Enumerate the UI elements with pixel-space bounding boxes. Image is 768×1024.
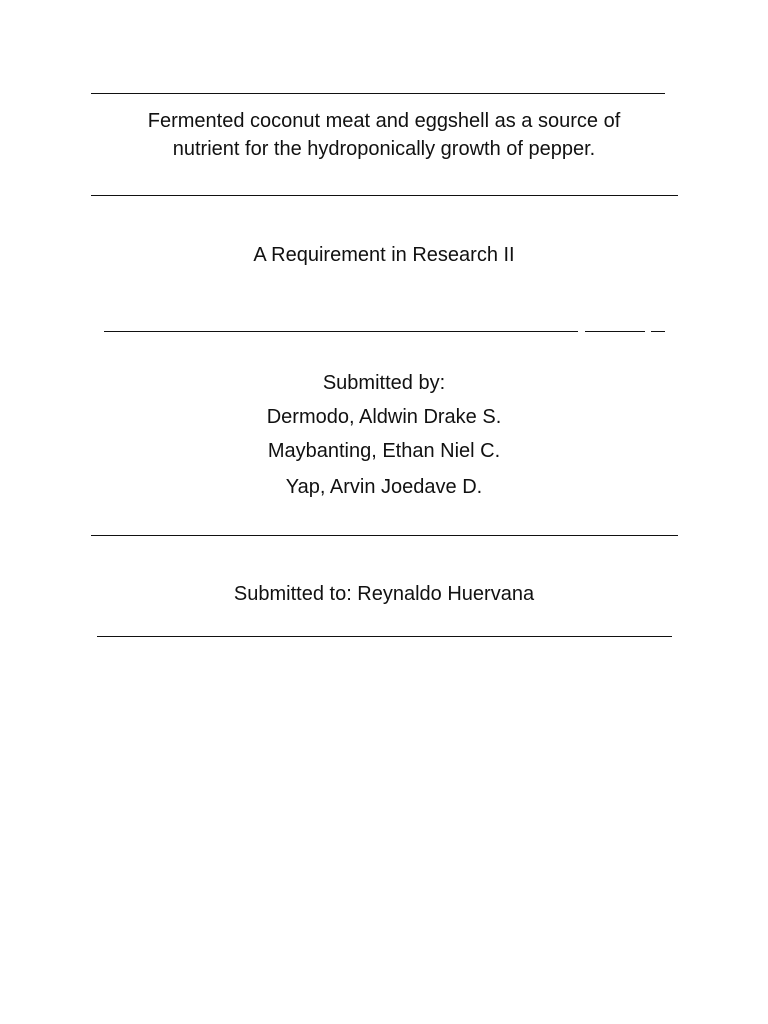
submitted-to: Submitted to: Reynaldo Huervana [233,583,535,605]
title-line-2: nutrient for the hydroponically growth of pepper. [172,138,596,160]
segmented-divider-short [651,331,665,332]
segmented-divider-mid [585,331,645,332]
bottom-divider [97,636,672,637]
author-1: Dermodo, Aldwin Drake S. [266,406,502,428]
author-2: Maybanting, Ethan Niel C. [267,440,501,462]
authors-divider [91,535,678,536]
title-divider [91,195,678,196]
title-line-1: Fermented coconut meat and eggshell as a source of [147,110,621,132]
submitted-by-label: Submitted by: [322,372,446,394]
segmented-divider-long [104,331,578,332]
requirement-text: A Requirement in Research II [253,244,515,266]
top-divider [91,93,665,94]
author-3: Yap, Arvin Joedave D. [285,476,483,498]
